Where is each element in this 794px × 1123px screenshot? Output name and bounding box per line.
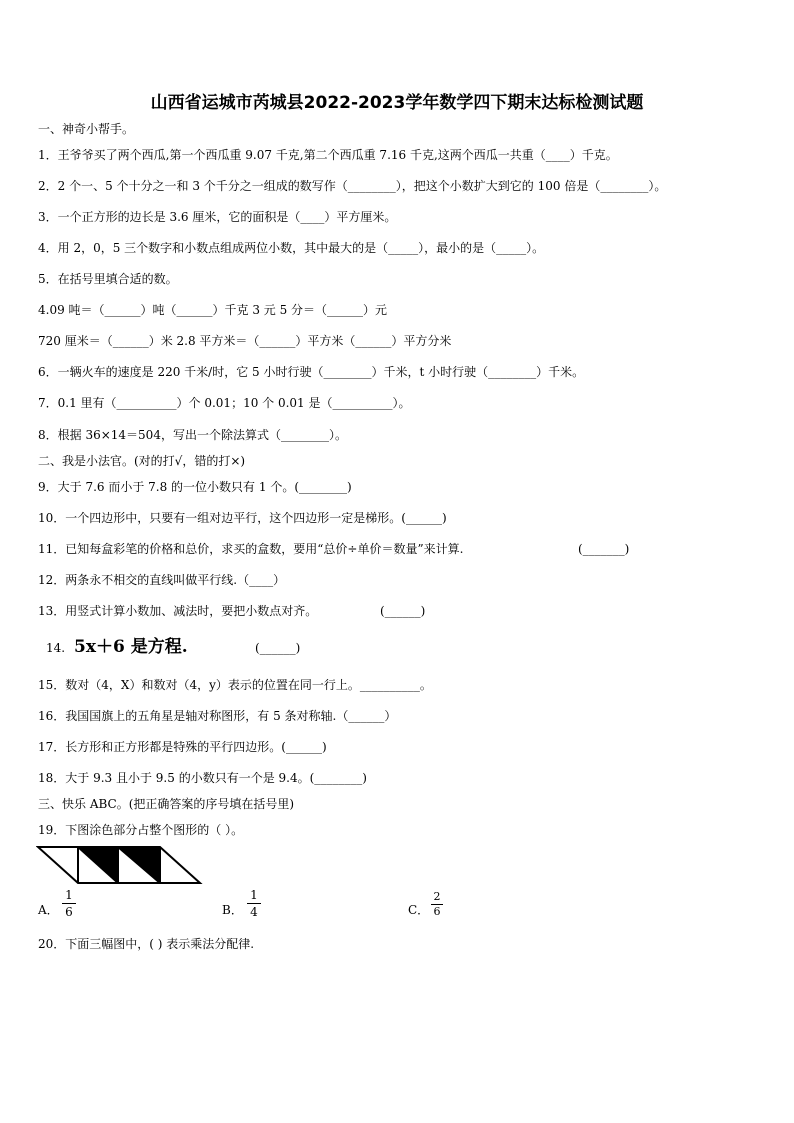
question-20: 20．下面三幅图中，( ) 表示乘法分配律. [38,937,255,951]
section-1-heading: 一、神奇小帮手。 [38,122,135,136]
question-11-answer-blank: (_______) [578,542,630,556]
section-2-heading: 二、我是小法官。(对的打√，错的打×) [38,454,246,468]
option-b-fraction [247,888,261,919]
question-4: 4．用 2，0，5 三个数字和小数点组成两位小数，其中最大的是（_____），最小的是（_____）。 [38,241,545,255]
question-14-number: 14. [46,641,66,655]
shaded-figure [36,845,206,887]
question-8: 8．根据 36×14＝504，写出一个除法算式（________）。 [38,428,347,442]
option-b-numerator: 1 [250,888,258,902]
fraction-bar [247,903,261,904]
option-c-numerator: 2 [433,890,441,903]
section-3-heading: 三、快乐 ABC。(把正确答案的序号填在括号里) [38,797,295,811]
question-18: 18．大于 9.3 且小于 9.5 的小数只有一个是 9.4。(________) [38,771,367,785]
question-6: 6．一辆火车的速度是 220 千米/时，它 5 小时行驶（________）千米，t 小时行驶（________）千米。 [38,365,585,379]
question-13-answer-blank: (______) [380,604,426,618]
option-c-fraction [431,891,443,918]
option-b-label: B． [222,903,243,917]
option-b-denominator: 4 [250,905,258,919]
option-a-fraction [62,888,76,919]
option-c-denominator: 6 [433,905,441,918]
option-c-label: C． [408,903,430,917]
question-2: 2．2 个一、5 个十分之一和 3 个千分之一组成的数写作（________），把这个小数扩大到它的 100 倍是（________）。 [38,179,667,193]
question-12: 12．两条永不相交的直线叫做平行线.（____） [38,573,286,587]
question-9: 9．大于 7.6 而小于 7.8 的一位小数只有 1 个。(________) [38,480,352,494]
question-5-line-a: 4.09 吨＝（______）吨（______）千克 3 元 5 分＝（______）元 [38,303,388,317]
question-10: 10．一个四边形中，只要有一组对边平行，这个四边形一定是梯形。(______) [38,511,447,525]
question-17: 17．长方形和正方形都是特殊的平行四边形。(______) [38,740,327,754]
question-1: 1．王爷爷买了两个西瓜,第一个西瓜重 9.07 千克,第二个西瓜重 7.16 千克,这两个西瓜一共重（____）千克。 [38,148,618,162]
option-a-denominator: 6 [65,905,73,919]
question-14-answer-blank: (______) [255,641,301,655]
fraction-bar [62,903,76,904]
question-16: 16．我国国旗上的五角星是轴对称图形，有 5 条对称轴.（______） [38,709,397,723]
question-5: 5．在括号里填合适的数。 [38,272,178,286]
question-11: 11．已知每盒彩笔的价格和总价，求买的盒数，要用“总价÷单价＝数量”来计算. [38,542,464,556]
question-19: 19．下图涂色部分占整个图形的（ ）。 [38,823,244,837]
question-7: 7．0.1 里有（__________）个 0.01；10 个 0.01 是（__________）。 [38,396,411,410]
option-a-numerator: 1 [65,888,73,902]
page-title: 山西省运城市芮城县2022-2023学年数学四下期末达标检测试题 [150,93,644,113]
question-3: 3．一个正方形的边长是 3.6 厘米，它的面积是（____）平方厘米。 [38,210,397,224]
question-15: 15．数对（4，X）和数对（4，y）表示的位置在同一行上。__________。 [38,678,432,692]
question-14: 5x＋6 是方程. [74,637,188,657]
question-5-line-b: 720 厘米＝（______）米 2.8 平方米＝（______）平方米（______）平方分米 [38,334,452,348]
question-13: 13．用竖式计算小数加、减法时，要把小数点对齐。 [38,604,318,618]
option-a-label: A． [38,903,59,917]
